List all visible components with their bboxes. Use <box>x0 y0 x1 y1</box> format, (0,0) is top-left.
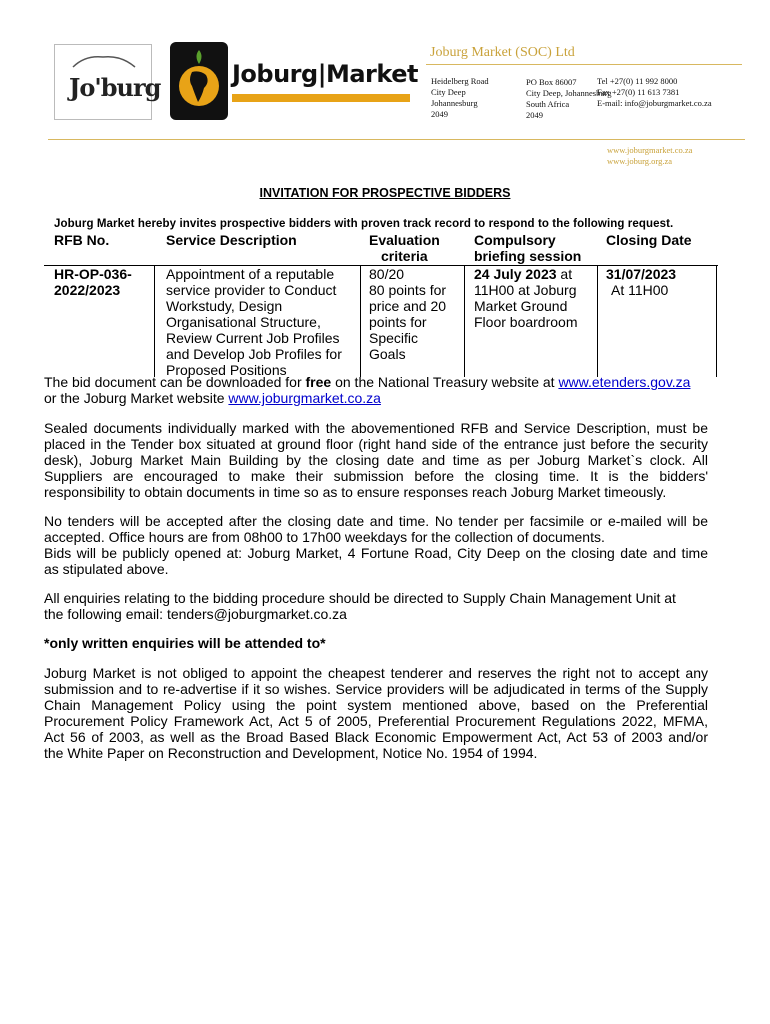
cell-evaluation-criteria: 80/20 80 points for price and 20 points for Specific Goals <box>369 266 447 362</box>
contact-details: Tel +27(0) 11 992 8000 Fax +27(0) 11 613 7381 E-mail: info@joburgmarket.co.za <box>597 76 712 108</box>
intro-text: Joburg Market hereby invites prospective bidders with proven track record to respond to the following request. <box>54 218 674 230</box>
header-rfb-no: RFB No. <box>54 232 110 248</box>
table-column-divider <box>154 265 155 377</box>
logo-accent-bar <box>232 94 410 102</box>
document-title: INVITATION FOR PROSPECTIVE BIDDERS <box>259 186 511 200</box>
website-link-market[interactable]: www.joburgmarket.co.za <box>607 145 693 155</box>
table-column-divider <box>360 265 361 377</box>
download-paragraph: The bid document can be downloaded for free on the National Treasury website at www.etenders.gov.za or the Joburg Market website www.joburgmarket.co.za <box>44 374 691 406</box>
website-link-city[interactable]: www.joburg.org.za <box>607 156 672 166</box>
website-links <box>607 145 692 167</box>
sealed-documents-paragraph: Sealed documents individually marked with the abovementioned RFB and Service Description, must be placed in the Tender box situated at ground floor (right hand side of the entrance just before the security desk), Joburg Market Main Building by the closing date and time as per Joburg Market`s clock. All Suppliers are encouraged to make their submission before the closing time. It is the bidders' responsibility to obtain documents in time so as to ensure responses reach Joburg Market timeously. <box>44 420 708 500</box>
final-paragraph: Joburg Market is not obliged to appoint the cheapest tenderer and reserves the right not to accept any submission and to re-advertise if it so wishes. Service providers will be adjudicated in terms of the Supply Chain Management Policy using the point system mentioned above, based on the Preferential Procurement Policy Framework Act, Act 5 of 2005, Preferential Procurement Regulations 2022, MFMA, Act 56 of 2003, as well as the Broad Based Black Economic Empowerment Act, Act 53 of 2003 and/or the White Paper on Reconstruction and Development, Notice No. 1954 of 1994. <box>44 665 708 761</box>
header-closing-date: Closing Date <box>606 232 692 248</box>
joburg-logo-text: Jo'burg <box>69 73 161 102</box>
written-enquiries-note: *only written enquiries will be attended to* <box>44 635 326 651</box>
cell-service-description: Appointment of a reputable service provider to Conduct Workstudy, Design Organisational Structure, Review Current Job Profiles and Develop Job Profiles for Proposed Positions <box>166 266 342 378</box>
physical-address: Heidelberg Road City Deep Johannesburg 2049 <box>431 76 489 119</box>
table-column-divider <box>597 265 598 377</box>
joburgmarket-link[interactable]: www.joburgmarket.co.za <box>228 390 381 406</box>
company-name: Joburg Market (SOC) Ltd <box>430 45 575 60</box>
cell-briefing-session: 24 July 2023 at 11H00 at Joburg Market Ground Floor boardroom <box>474 266 578 330</box>
joburg-market-logo-text: Joburg|Market <box>232 60 418 88</box>
table-column-divider <box>464 265 465 377</box>
postal-address: PO Box 86007 City Deep, Johannesburg South Africa 2049 <box>526 77 612 120</box>
joburg-city-logo <box>54 44 161 120</box>
joburg-market-logo <box>170 42 418 120</box>
header-briefing-session: Compulsory briefing session <box>474 232 582 264</box>
header-evaluation-criteria: Evaluation criteria <box>369 232 440 264</box>
etenders-link[interactable]: www.etenders.gov.za <box>558 374 691 390</box>
header-rule <box>426 64 742 65</box>
cell-rfb-no: HR-OP-036- 2022/2023 <box>54 266 132 298</box>
header-divider <box>48 139 745 140</box>
table-column-divider <box>716 265 717 377</box>
header-service-description: Service Description <box>166 232 297 248</box>
enquiries-paragraph: All enquiries relating to the bidding procedure should be directed to Supply Chain Management Unit at the following email: tenders@joburgmarket.co.za <box>44 590 676 622</box>
closing-rules-paragraph: No tenders will be accepted after the closing date and time. No tender per facsimile or e-mailed will be accepted. Office hours are from 08h00 to 17h00 weekdays for the collection of documents. Bids will be publicly opened at: Joburg Market, 4 Fortune Road, City Deep on the closing date and time as stipulated above. <box>44 513 708 577</box>
africa-globe-icon <box>170 42 228 120</box>
cell-closing-date: 31/07/2023 At 11H00 <box>606 266 677 298</box>
